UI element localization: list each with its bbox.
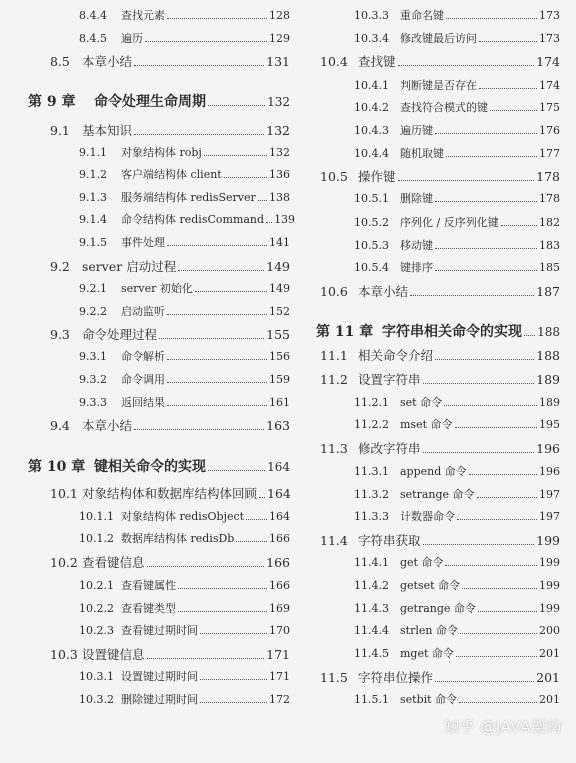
toc-entry-title: getrange 命令 — [400, 602, 476, 615]
toc-subsection-entry — [79, 167, 290, 183]
toc-entry-title: 命令解析 — [121, 350, 165, 363]
toc-section-entry — [320, 348, 560, 364]
toc-entry-title: get 命令 — [400, 556, 444, 569]
toc-entry-page-number: 188 — [537, 325, 560, 339]
toc-entry-page-number: 172 — [269, 693, 290, 706]
toc-section-entry — [50, 259, 290, 275]
toc-entry-title: 查找元素 — [121, 9, 165, 22]
dot-leader — [147, 566, 265, 567]
toc-entry-title: 随机取键 — [400, 147, 444, 160]
toc-subsection-entry — [354, 417, 560, 433]
toc-entry-page-number: 196 — [539, 465, 560, 478]
toc-entry-title: 重命名键 — [400, 9, 444, 22]
toc-section-entry — [50, 555, 290, 571]
toc-entry-title: 操作键 — [358, 169, 396, 184]
toc-section-entry — [50, 123, 290, 139]
toc-entry-title: server 启动过程 — [82, 259, 177, 274]
toc-subsection-entry — [354, 555, 560, 571]
toc-entry-title: 修改键最后访问 — [400, 32, 477, 45]
toc-entry-page-number: 197 — [539, 488, 560, 501]
toc-entry-page-number: 201 — [539, 647, 560, 660]
toc-subsection-entry — [354, 646, 560, 662]
toc-entry-page-number: 149 — [269, 282, 290, 295]
toc-entry-number: 11.4.5 — [354, 647, 389, 660]
toc-subsection-entry — [79, 669, 290, 685]
dot-leader — [457, 519, 537, 520]
toc-entry-title: 启动监听 — [121, 305, 165, 318]
toc-entry-title: 查看键过期时间 — [121, 624, 198, 637]
toc-entry-title: 移动键 — [400, 239, 433, 252]
toc-entry-page-number: 178 — [539, 192, 560, 205]
toc-subsection-entry — [79, 531, 290, 547]
toc-subsection-entry — [354, 509, 560, 525]
toc-entry-number: 9.2.1 — [79, 282, 107, 295]
toc-entry-page-number: 195 — [539, 418, 560, 431]
toc-entry-title: 对象结构体 robj — [121, 146, 202, 159]
toc-entry-page-number: 183 — [539, 239, 560, 252]
toc-entry-title: 键排序 — [400, 261, 433, 274]
toc-entry-title: 对象结构体和数据库结构体回顾 — [82, 486, 258, 501]
toc-entry-number: 10.2.1 — [79, 579, 114, 592]
dot-leader — [178, 611, 267, 612]
toc-entry-title: getset 命令 — [400, 579, 461, 592]
toc-section-entry — [320, 670, 560, 686]
dot-leader — [445, 565, 537, 566]
dot-leader — [200, 702, 267, 703]
toc-chapter-entry — [28, 457, 290, 477]
dot-leader — [178, 588, 267, 589]
toc-section-entry — [50, 418, 290, 434]
dot-leader — [435, 133, 537, 134]
toc-entry-title: 对象结构体 redisObject — [121, 510, 245, 523]
toc-subsection-entry — [79, 372, 290, 388]
toc-entry-page-number: 166 — [269, 579, 290, 592]
toc-entry-page-number: 196 — [536, 441, 560, 456]
toc-subsection-entry — [354, 578, 560, 594]
toc-entry-title: 设置键过期时间 — [121, 670, 198, 683]
dot-leader — [423, 452, 535, 453]
toc-entry-page-number: 199 — [539, 579, 560, 592]
dot-leader — [246, 519, 267, 520]
dot-leader — [435, 359, 534, 360]
toc-entry-title: 查找键 — [358, 54, 396, 69]
toc-entry-number: 第 11 章 — [316, 324, 374, 340]
toc-entry-title: mget 命令 — [400, 647, 454, 660]
toc-entry-number: 10.3.3 — [354, 9, 389, 22]
toc-entry-page-number: 136 — [269, 168, 290, 181]
toc-entry-number: 9.3 — [50, 327, 70, 342]
toc-subsection-entry — [79, 8, 290, 24]
toc-entry-page-number: 199 — [536, 533, 560, 548]
dot-leader — [195, 291, 267, 292]
toc-subsection-entry — [354, 623, 560, 639]
toc-entry-title: 删除键 — [400, 192, 433, 205]
dot-leader — [460, 633, 537, 634]
toc-entry-page-number: 156 — [269, 350, 290, 363]
toc-subsection-entry — [354, 692, 560, 708]
toc-entry-page-number: 166 — [266, 555, 290, 570]
toc-entry-page-number: 164 — [267, 486, 291, 501]
toc-entry-title: setbit 命令 — [400, 693, 458, 706]
toc-subsection-entry — [354, 146, 560, 162]
toc-entry-title: 本章小结 — [358, 284, 409, 299]
toc-entry-title: 相关命令介绍 — [358, 348, 434, 363]
dot-leader — [398, 180, 535, 181]
toc-entry-number: 9.3.3 — [79, 396, 107, 409]
toc-entry-number: 11.2.1 — [354, 396, 389, 409]
toc-entry-number: 10.3.2 — [79, 693, 114, 706]
toc-entry-number: 11.5.1 — [354, 693, 389, 706]
toc-entry-page-number: 197 — [539, 510, 560, 523]
toc-entry-page-number: 169 — [269, 602, 290, 615]
toc-entry-number: 10.5.2 — [354, 216, 389, 229]
toc-subsection-entry — [79, 509, 290, 525]
toc-entry-number: 10.2 — [50, 555, 78, 570]
toc-entry-page-number: 159 — [269, 373, 290, 386]
dot-leader — [200, 679, 267, 680]
toc-subsection-entry — [79, 31, 290, 47]
toc-entry-page-number: 175 — [539, 101, 560, 114]
toc-section-entry — [320, 284, 560, 300]
toc-entry-number: 11.3 — [320, 441, 348, 456]
dot-leader — [208, 470, 265, 471]
toc-entry-title: 本章小结 — [82, 418, 133, 433]
toc-entry-page-number: 188 — [536, 348, 560, 363]
dot-leader — [167, 314, 267, 315]
toc-entry-number: 10.5.3 — [354, 239, 389, 252]
dot-leader — [178, 270, 264, 271]
toc-section-entry — [320, 441, 560, 457]
dot-leader — [423, 544, 535, 545]
toc-subsection-entry — [79, 395, 290, 411]
toc-entry-number: 第 10 章 — [28, 459, 86, 475]
toc-subsection-entry — [354, 238, 560, 254]
toc-subsection-entry — [79, 578, 290, 594]
toc-entry-title: 本章小结 — [82, 54, 133, 69]
toc-entry-page-number: 199 — [539, 556, 560, 569]
toc-entry-page-number: 178 — [536, 169, 560, 184]
toc-entry-page-number: 164 — [267, 460, 290, 474]
toc-entry-page-number: 161 — [269, 396, 290, 409]
toc-entry-number: 10.4.3 — [354, 124, 389, 137]
dot-leader — [398, 65, 535, 66]
toc-entry-page-number: 132 — [269, 146, 290, 159]
toc-entry-title: 遍历键 — [400, 124, 433, 137]
dot-leader — [258, 200, 267, 201]
dot-leader — [435, 201, 537, 202]
toc-subsection-entry — [79, 281, 290, 297]
toc-subsection-entry — [354, 601, 560, 617]
toc-subsection-entry — [354, 123, 560, 139]
toc-entry-number: 10.4.4 — [354, 147, 389, 160]
toc-entry-title: 服务端结构体 redisServer — [121, 191, 256, 204]
dot-leader — [167, 382, 267, 383]
toc-subsection-entry — [79, 145, 290, 161]
toc-entry-page-number: 171 — [266, 647, 290, 662]
toc-entry-page-number: 174 — [539, 79, 560, 92]
toc-section-entry — [50, 486, 290, 502]
toc-entry-number: 10.3.4 — [354, 32, 389, 45]
toc-subsection-entry — [79, 692, 290, 708]
dot-leader — [236, 541, 267, 542]
toc-entry-title: 查找符合模式的键 — [400, 101, 488, 114]
toc-entry-page-number: 132 — [266, 123, 290, 138]
toc-entry-page-number: 173 — [539, 32, 560, 45]
toc-entry-title: 事件处理 — [121, 236, 165, 249]
dot-leader — [501, 225, 537, 226]
toc-entry-title: 查看键属性 — [121, 579, 176, 592]
toc-entry-number: 10.4.1 — [354, 79, 389, 92]
toc-entry-number: 10.1 — [50, 486, 78, 501]
toc-entry-number: 10.3 — [50, 647, 78, 662]
toc-entry-number: 11.5 — [320, 670, 348, 685]
dot-leader — [469, 474, 537, 475]
toc-entry-page-number: 138 — [269, 191, 290, 204]
toc-entry-number: 9.4 — [50, 418, 70, 433]
toc-subsection-entry — [354, 100, 560, 116]
toc-entry-title: 数据库结构体 redisDb — [121, 532, 235, 545]
toc-subsection-entry — [79, 190, 290, 206]
toc-entry-number: 11.4.3 — [354, 602, 389, 615]
toc-entry-number: 11.2.2 — [354, 418, 389, 431]
dot-leader — [462, 588, 537, 589]
toc-entry-number: 9.3.2 — [79, 373, 107, 386]
toc-entry-page-number: 155 — [266, 327, 290, 342]
dot-leader — [490, 110, 537, 111]
toc-entry-page-number: 164 — [269, 510, 290, 523]
toc-entry-page-number: 189 — [539, 396, 560, 409]
toc-entry-page-number: 177 — [539, 147, 560, 160]
dot-leader — [167, 245, 267, 246]
dot-leader — [435, 270, 537, 271]
toc-entry-title: 客户端结构体 client — [121, 168, 222, 181]
toc-entry-number: 第 9 章 — [28, 94, 76, 110]
toc-entry-title: 删除键过期时间 — [121, 693, 198, 706]
toc-entry-title: strlen 命令 — [400, 624, 458, 637]
toc-entry-number: 10.1.2 — [79, 532, 114, 545]
dot-leader — [435, 681, 534, 682]
toc-entry-page-number: 128 — [269, 9, 290, 22]
toc-entry-page-number: 199 — [539, 602, 560, 615]
toc-entry-number: 8.4.4 — [79, 9, 107, 22]
dot-leader — [134, 134, 264, 135]
dot-leader — [459, 702, 537, 703]
toc-entry-page-number: 187 — [536, 284, 560, 299]
toc-entry-number: 10.2.3 — [79, 624, 114, 637]
toc-entry-page-number: 132 — [267, 95, 290, 109]
toc-entry-number: 9.1 — [50, 123, 70, 138]
toc-entry-page-number: 176 — [539, 124, 560, 137]
dot-leader — [435, 248, 537, 249]
toc-section-entry — [50, 54, 290, 70]
toc-entry-number: 11.3.1 — [354, 465, 389, 478]
toc-entry-title: 序列化 / 反序列化键 — [400, 216, 499, 229]
toc-entry-title: 返回结果 — [121, 396, 165, 409]
toc-subsection-entry — [79, 623, 290, 639]
toc-entry-page-number: 185 — [539, 261, 560, 274]
toc-entry-page-number: 189 — [536, 372, 560, 387]
toc-entry-title: 命令处理过程 — [82, 327, 158, 342]
toc-section-entry — [320, 169, 560, 185]
dot-leader — [446, 18, 537, 19]
toc-entry-page-number: 201 — [536, 670, 560, 685]
dot-leader — [259, 497, 265, 498]
toc-subsection-entry — [354, 464, 560, 480]
dot-leader — [478, 611, 537, 612]
toc-entry-number: 9.2 — [50, 259, 70, 274]
toc-section-entry — [320, 533, 560, 549]
toc-entry-title: 查看键类型 — [121, 602, 176, 615]
toc-entry-number: 9.3.1 — [79, 350, 107, 363]
toc-entry-title: 命令调用 — [121, 373, 165, 386]
toc-entry-number: 9.1.3 — [79, 191, 107, 204]
toc-entry-number: 10.3.1 — [79, 670, 114, 683]
dot-leader — [455, 427, 537, 428]
toc-subsection-entry — [354, 215, 560, 231]
toc-entry-title: 命令处理生命周期 — [94, 94, 206, 110]
toc-entry-number: 11.4.1 — [354, 556, 389, 569]
toc-entry-title: 查看键信息 — [82, 555, 145, 570]
toc-subsection-entry — [79, 304, 290, 320]
toc-subsection-entry — [354, 8, 560, 24]
dot-leader — [147, 658, 265, 659]
toc-entry-number: 9.1.1 — [79, 146, 107, 159]
toc-section-entry — [320, 54, 560, 70]
toc-entry-number: 11.3.2 — [354, 488, 389, 501]
dot-leader — [479, 41, 537, 42]
dot-leader — [446, 156, 537, 157]
toc-entry-number: 10.4 — [320, 54, 348, 69]
dot-leader — [423, 383, 535, 384]
toc-subsection-entry — [354, 395, 560, 411]
toc-entry-page-number: 163 — [266, 418, 290, 433]
toc-entry-number: 8.5 — [50, 54, 70, 69]
dot-leader — [145, 41, 267, 42]
toc-chapter-entry — [316, 322, 560, 342]
toc-entry-number: 11.4 — [320, 533, 348, 548]
toc-entry-page-number: 139 — [274, 213, 296, 226]
dot-leader — [208, 105, 265, 106]
toc-entry-title: 字符串获取 — [358, 533, 421, 548]
toc-entry-page-number: 174 — [536, 54, 560, 69]
toc-entry-title: 键相关命令的实现 — [94, 459, 206, 475]
toc-entry-number: 9.2.2 — [79, 305, 107, 318]
toc-entry-page-number: 200 — [539, 624, 560, 637]
toc-entry-number: 10.4.2 — [354, 101, 389, 114]
toc-entry-number: 8.4.5 — [79, 32, 107, 45]
toc-entry-number: 9.1.4 — [79, 213, 107, 226]
dot-leader — [167, 359, 267, 360]
toc-entry-number: 11.4.4 — [354, 624, 389, 637]
toc-entry-number: 9.1.2 — [79, 168, 107, 181]
toc-subsection-entry — [79, 235, 290, 251]
toc-entry-title: 字符串位操作 — [358, 670, 434, 685]
toc-entry-number: 10.5.4 — [354, 261, 389, 274]
toc-subsection-entry — [354, 78, 560, 94]
toc-entry-page-number: 201 — [539, 693, 560, 706]
toc-subsection-entry — [79, 212, 296, 228]
watermark: 知乎 @JAVA架构 — [444, 718, 562, 736]
toc-entry-title: mset 命令 — [400, 418, 453, 431]
toc-entry-title: 设置键信息 — [82, 647, 145, 662]
dot-leader — [167, 18, 267, 19]
toc-entry-page-number: 166 — [269, 532, 290, 545]
toc-entry-number: 11.4.2 — [354, 579, 389, 592]
toc-entry-title: 命令结构体 redisCommand — [121, 213, 265, 226]
dot-leader — [266, 222, 272, 223]
toc-subsection-entry — [79, 349, 290, 365]
dot-leader — [524, 335, 535, 336]
toc-entry-number: 10.5.1 — [354, 192, 389, 205]
toc-subsection-entry — [354, 191, 560, 207]
toc-entry-page-number: 141 — [269, 236, 290, 249]
toc-subsection-entry — [79, 601, 290, 617]
dot-leader — [134, 65, 264, 66]
toc-entry-number: 11.3.3 — [354, 510, 389, 523]
dot-leader — [477, 497, 537, 498]
toc-entry-title: append 命令 — [400, 465, 467, 478]
toc-entry-number: 11.1 — [320, 348, 348, 363]
dot-leader — [224, 177, 267, 178]
toc-entry-page-number: 152 — [269, 305, 290, 318]
toc-entry-number: 9.1.5 — [79, 236, 107, 249]
dot-leader — [134, 429, 264, 430]
dot-leader — [204, 155, 267, 156]
toc-entry-title: 计数器命令 — [400, 510, 455, 523]
toc-entry-title: 修改字符串 — [358, 441, 421, 456]
toc-entry-title: set 命令 — [400, 396, 443, 409]
toc-entry-number: 10.6 — [320, 284, 348, 299]
toc-subsection-entry — [354, 487, 560, 503]
toc-entry-page-number: 129 — [269, 32, 290, 45]
toc-section-entry — [50, 647, 290, 663]
toc-subsection-entry — [354, 31, 560, 47]
toc-entry-number: 10.1.1 — [79, 510, 114, 523]
toc-entry-title: server 初始化 — [121, 282, 193, 295]
dot-leader — [200, 633, 267, 634]
toc-entry-title: 字符串相关命令的实现 — [382, 324, 522, 340]
toc-entry-page-number: 171 — [269, 670, 290, 683]
toc-section-entry — [50, 327, 290, 343]
dot-leader — [167, 405, 267, 406]
toc-section-entry — [320, 372, 560, 388]
toc-entry-title: 设置字符串 — [358, 372, 421, 387]
toc-entry-title: 遍历 — [121, 32, 143, 45]
dot-leader — [410, 295, 534, 296]
dot-leader — [159, 338, 264, 339]
toc-entry-page-number: 149 — [266, 259, 290, 274]
toc-entry-page-number: 131 — [266, 54, 290, 69]
toc-entry-number: 11.2 — [320, 372, 348, 387]
toc-entry-title: 基本知识 — [82, 123, 133, 138]
toc-chapter-entry — [28, 92, 290, 112]
toc-entry-page-number: 173 — [539, 9, 560, 22]
toc-entry-title: setrange 命令 — [400, 488, 475, 501]
toc-entry-number: 10.5 — [320, 169, 348, 184]
toc-subsection-entry — [354, 260, 560, 276]
dot-leader — [456, 656, 537, 657]
dot-leader — [479, 88, 537, 89]
dot-leader — [444, 405, 537, 406]
toc-entry-title: 判断键是否存在 — [400, 79, 477, 92]
toc-entry-page-number: 170 — [269, 624, 290, 637]
toc-entry-page-number: 182 — [539, 216, 560, 229]
toc-entry-number: 10.2.2 — [79, 602, 114, 615]
